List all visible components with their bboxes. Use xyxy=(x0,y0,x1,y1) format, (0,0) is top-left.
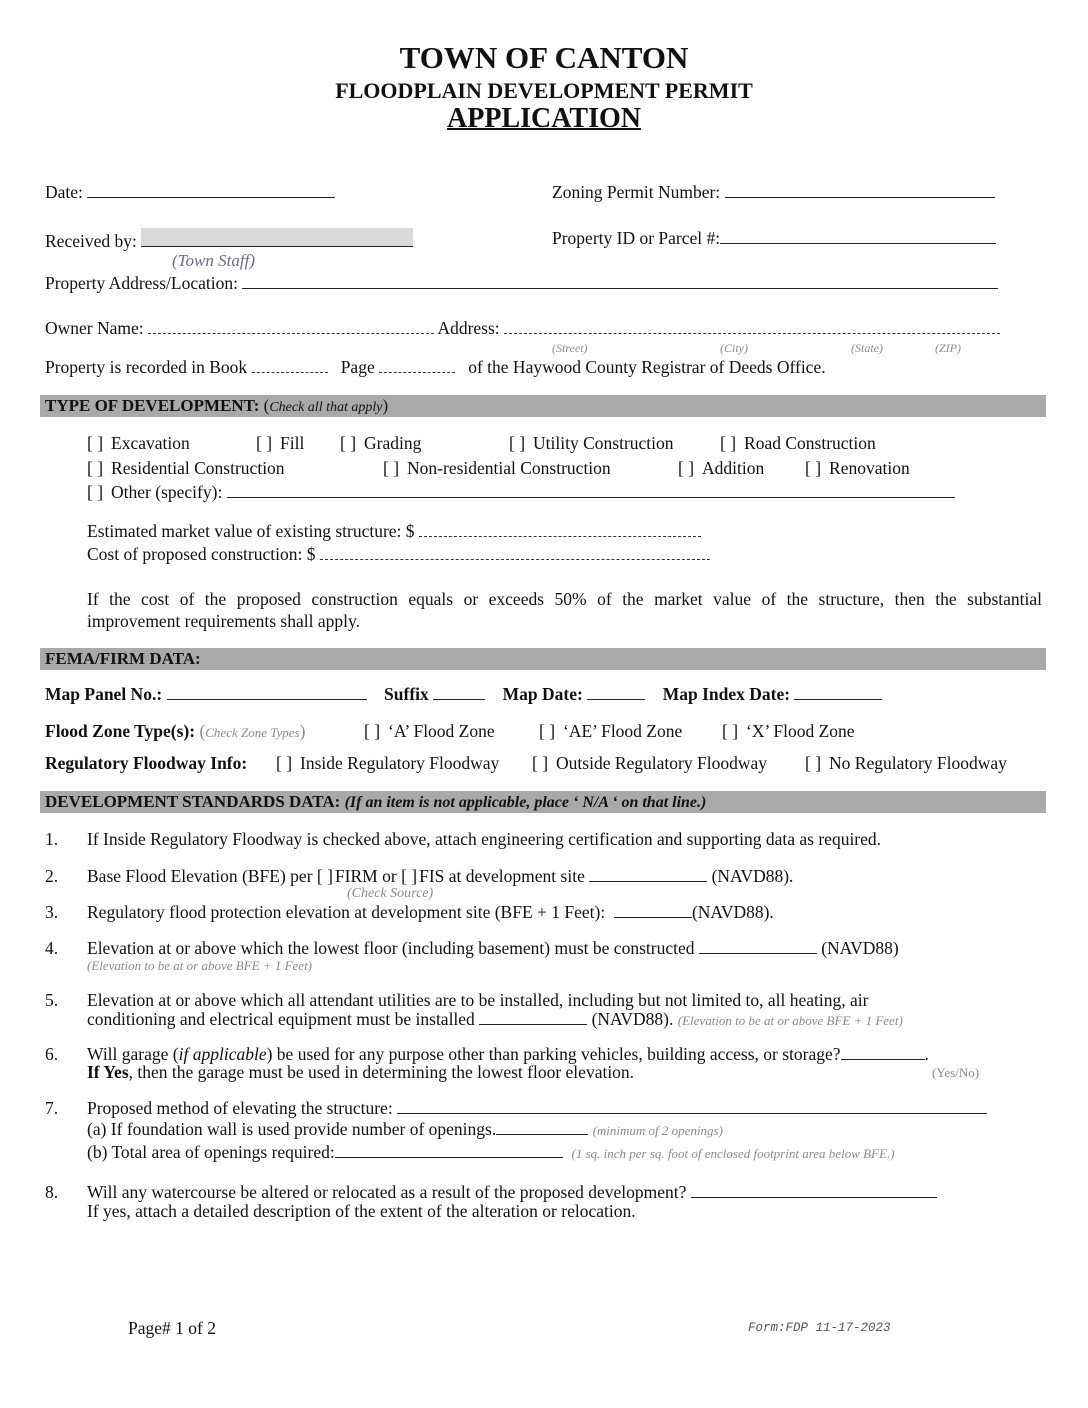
application-title xyxy=(0,103,1088,135)
map-row xyxy=(45,684,882,705)
item-2-row: Base Flood Elevation (BFE) per [ ] FIRM or [ ] FIS at development site (NAVD88). xyxy=(87,866,794,886)
property-address-field[interactable] xyxy=(242,274,998,289)
checkbox-icon[interactable]: [ ] xyxy=(722,721,739,741)
page-label: Page xyxy=(340,357,375,377)
checkbox-icon[interactable]: [ ] xyxy=(539,721,556,741)
bfe-field[interactable] xyxy=(589,867,707,882)
dev-option-fill[interactable]: [ ] Fill xyxy=(256,433,305,453)
other-specify-field[interactable] xyxy=(227,483,955,498)
regulatory-elevation-field[interactable] xyxy=(614,903,692,918)
zip-hint: (ZIP) xyxy=(935,341,961,355)
received-label: Received by: xyxy=(45,231,137,251)
standards-header xyxy=(40,791,1046,813)
map-index-field[interactable] xyxy=(794,685,882,700)
zoning-permit-field[interactable] xyxy=(725,183,995,198)
date-field[interactable] xyxy=(87,183,335,198)
substantial-note-line2: improvement requirements shall apply. xyxy=(87,611,360,631)
cost-label: Cost of proposed construction: $ xyxy=(87,544,316,564)
openings-count-field[interactable] xyxy=(496,1120,588,1135)
item-5-hint: (Elevation to be at or above BFE + 1 Feet) xyxy=(677,1013,903,1028)
checkbox-icon[interactable]: [ ] xyxy=(340,433,357,453)
market-value-field[interactable] xyxy=(419,522,701,537)
utilities-elevation-field[interactable] xyxy=(479,1010,587,1025)
check-source-hint: (Check Source) xyxy=(347,886,434,901)
item-8-line2: If yes, attach a detailed description of the extent of the alteration or relocation. xyxy=(87,1201,636,1221)
checkbox-icon[interactable]: [ ] xyxy=(509,433,526,453)
received-by-field[interactable] xyxy=(141,228,413,247)
dev-option-renovation[interactable]: [ ] Renovation xyxy=(805,458,910,478)
item-5-line2: conditioning and electrical equipment must be installed (NAVD88). (Elevation to be at or above BFE + 1 Feet) xyxy=(87,1009,903,1029)
floodway-row xyxy=(45,753,247,774)
dev-option-excavation[interactable]: [ ] Excavation xyxy=(87,433,190,453)
map-date-field[interactable] xyxy=(587,685,645,700)
item-number-6: 6. xyxy=(45,1044,59,1064)
garage-use-field[interactable] xyxy=(841,1045,925,1060)
town-title: TOWN OF CANTON xyxy=(399,40,689,75)
parcel-label: Property ID or Parcel #: xyxy=(552,228,721,248)
fema-heading: FEMA/FIRM DATA: xyxy=(45,649,201,668)
zoning-row xyxy=(552,182,995,203)
item-7b-row: (b) Total area of openings required: (1 sq. inch per sq. foot of enclosed footprint area below BFE.) xyxy=(87,1142,895,1162)
date-row xyxy=(45,182,335,203)
permit-title: FLOODPLAIN DEVELOPMENT PERMIT xyxy=(335,78,753,103)
standards-heading: DEVELOPMENT STANDARDS DATA: xyxy=(45,792,341,811)
fema-header xyxy=(40,648,1046,670)
type-of-development-header: TYPE OF DEVELOPMENT: (Check all that apply) xyxy=(40,395,1046,417)
item-3-row: Regulatory flood protection elevation at development site (BFE + 1 Feet): (NAVD88). xyxy=(87,902,774,922)
date-label: Date: xyxy=(45,182,83,202)
item-number-8: 8. xyxy=(45,1182,59,1202)
item-number-3: 3. xyxy=(45,902,59,922)
street-hint: (Street) xyxy=(552,341,588,355)
owner-row xyxy=(45,318,1000,339)
checkbox-icon[interactable]: [ ] xyxy=(805,753,822,773)
item-4-hint: (Elevation to be at or above BFE + 1 Feet) xyxy=(87,958,313,973)
standards-heading-hint: (If an item is not applicable, place ‘ N/A ‘ on that line.) xyxy=(344,794,707,811)
owner-address-field[interactable] xyxy=(504,319,1000,334)
map-panel-label: Map Panel No.: xyxy=(45,684,163,704)
item-1-text: If Inside Regulatory Floodway is checked above, attach engineering certification and supporting data as required. xyxy=(87,829,882,849)
received-row xyxy=(45,228,413,252)
checkbox-icon[interactable]: [ ] xyxy=(87,482,104,502)
town-staff-hint: (Town Staff) xyxy=(172,251,255,270)
floodway-label: Regulatory Floodway Info: xyxy=(45,753,248,773)
floodway-inside-option[interactable]: [ ] Inside Regulatory Floodway xyxy=(276,753,500,773)
dev-option-road[interactable]: [ ] Road Construction xyxy=(720,433,876,453)
fis-checkbox-icon[interactable]: [ ] xyxy=(401,866,418,886)
checkbox-icon[interactable]: [ ] xyxy=(720,433,737,453)
flood-zone-label: Flood Zone Type(s): xyxy=(45,721,196,741)
market-value-label: Estimated market value of existing structure: $ xyxy=(87,521,415,541)
watercourse-field[interactable] xyxy=(691,1183,937,1198)
property-address-row xyxy=(45,273,998,294)
lowest-floor-elevation-field[interactable] xyxy=(699,939,817,954)
registrar-text: of the Haywood County Registrar of Deeds Office. xyxy=(468,357,826,377)
item-number-2: 2. xyxy=(45,866,59,886)
page-number: Page# 1 of 2 xyxy=(128,1318,216,1338)
book-field[interactable] xyxy=(252,358,328,373)
property-address-label: Property Address/Location: xyxy=(45,273,238,293)
item-6-line1: Will garage (if applicable) be used for any purpose other than parking vehicles, building access, or storage? . xyxy=(87,1044,929,1064)
form-id: Form:FDP 11-17-2023 xyxy=(748,1321,891,1335)
item-number-1: 1. xyxy=(45,829,59,849)
checkbox-icon[interactable]: [ ] xyxy=(805,458,822,478)
map-date-label: Map Date: xyxy=(502,684,583,704)
dev-option-residential[interactable]: [ ] Residential Construction xyxy=(87,458,285,478)
item-4-row: Elevation at or above which the lowest floor (including basement) must be constructed (NAVD88) xyxy=(87,938,899,958)
item-8-row: Will any watercourse be altered or relocated as a result of the proposed development? xyxy=(87,1182,937,1203)
address-label: Address: xyxy=(437,318,500,338)
map-index-label: Map Index Date: xyxy=(662,684,791,704)
checkbox-icon[interactable]: [ ] xyxy=(276,753,293,773)
flood-zone-row: Flood Zone Type(s): (Check Zone Types) xyxy=(45,721,306,741)
checkbox-icon[interactable]: [ ] xyxy=(364,721,381,741)
item-7a-hint: (minimum of 2 openings) xyxy=(592,1123,723,1138)
item-number-7: 7. xyxy=(45,1098,59,1118)
application-title-text: APPLICATION xyxy=(447,103,641,134)
item-number-4: 4. xyxy=(45,938,59,958)
type-heading-hint: Check all that apply xyxy=(269,400,383,415)
dev-option-utility[interactable]: [ ] Utility Construction xyxy=(509,433,674,453)
checkbox-icon[interactable]: [ ] xyxy=(383,458,400,478)
item-7b-hint: (1 sq. inch per sq. foot of enclosed footprint area below BFE.) xyxy=(571,1146,895,1161)
item-7-row: Proposed method of elevating the structure: xyxy=(87,1098,987,1119)
dev-option-grading[interactable]: [ ] Grading xyxy=(340,433,422,453)
floodway-outside-option[interactable]: [ ] Outside Regulatory Floodway xyxy=(532,753,767,773)
type-heading: TYPE OF DEVELOPMENT: xyxy=(45,396,260,415)
book-label: Property is recorded in Book xyxy=(45,357,248,377)
item-number-5: 5. xyxy=(45,990,59,1010)
owner-name-field[interactable] xyxy=(148,319,434,334)
firm-checkbox-icon[interactable]: [ ] xyxy=(316,866,333,886)
dev-option-nonresidential[interactable]: [ ] Non-residential Construction xyxy=(383,458,611,478)
suffix-label: Suffix xyxy=(384,684,429,704)
zoning-label: Zoning Permit Number: xyxy=(552,182,721,202)
zone-a-option[interactable]: [ ] ‘A’ Flood Zone xyxy=(364,721,495,741)
flood-zone-hint: Check Zone Types xyxy=(205,725,300,740)
map-panel-field[interactable] xyxy=(167,685,367,700)
parcel-field[interactable] xyxy=(720,229,996,244)
page-field[interactable] xyxy=(379,358,455,373)
checkbox-icon[interactable]: [ ] xyxy=(532,753,549,773)
elevating-method-field[interactable] xyxy=(397,1099,987,1114)
zone-ae-option[interactable]: [ ] ‘AE’ Flood Zone xyxy=(539,721,683,741)
city-hint: (City) xyxy=(720,341,748,355)
other-label: Other (specify): xyxy=(111,482,223,502)
checkbox-icon[interactable]: [ ] xyxy=(87,458,104,478)
yes-no-hint: (Yes/No) xyxy=(932,1065,980,1080)
book-page-row xyxy=(45,357,826,378)
dev-option-addition[interactable]: [ ] Addition xyxy=(678,458,765,478)
owner-label: Owner Name: xyxy=(45,318,144,338)
substantial-note-line1: If the cost of the proposed construction equals or exceeds 50% of the market value of the structure, then the substantial xyxy=(87,589,1042,609)
item-5-line1: Elevation at or above which all attendant utilities are to be installed, including but not limited to, all heating, air xyxy=(87,990,869,1010)
checkbox-icon[interactable]: [ ] xyxy=(87,433,104,453)
openings-area-field[interactable] xyxy=(335,1143,563,1158)
item-6-line2: If Yes, then the garage must be used in determining the lowest floor elevation. xyxy=(87,1062,635,1082)
parcel-row xyxy=(552,228,996,249)
suffix-field[interactable] xyxy=(433,685,485,700)
cost-row xyxy=(87,544,710,565)
market-value-row xyxy=(87,521,701,542)
item-7a-row: (a) If foundation wall is used provide number of openings. (minimum of 2 openings) xyxy=(87,1119,723,1139)
state-hint: (State) xyxy=(851,341,883,355)
cost-field[interactable] xyxy=(320,545,710,560)
checkbox-icon[interactable]: [ ] xyxy=(256,433,273,453)
checkbox-icon[interactable]: [ ] xyxy=(678,458,695,478)
dev-option-other xyxy=(87,482,955,503)
zone-x-option[interactable]: [ ] ‘X’ Flood Zone xyxy=(722,721,855,741)
floodway-none-option[interactable]: [ ] No Regulatory Floodway xyxy=(805,753,1007,773)
